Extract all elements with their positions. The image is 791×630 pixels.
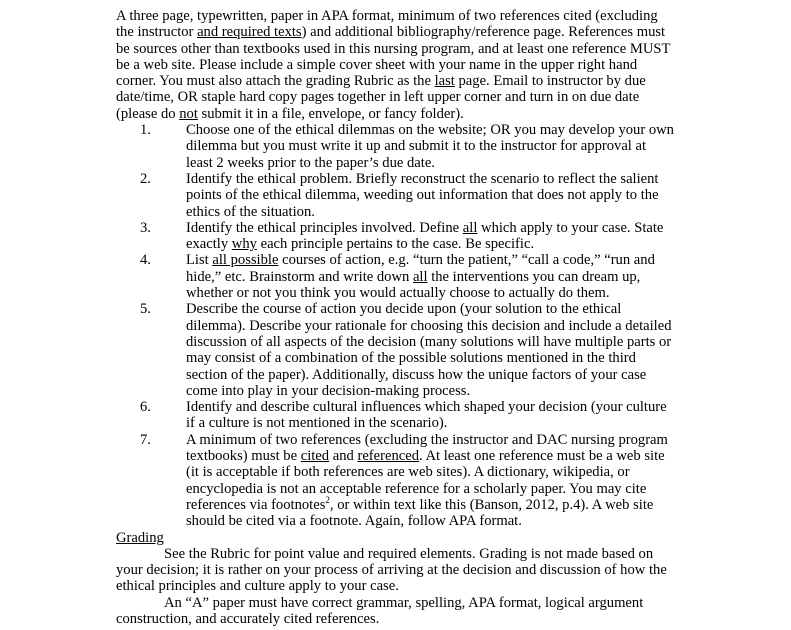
list-item-text: the interventions you can dream up, whether or not you think you would actually choose to actually do them. — [186, 268, 641, 302]
underlined-text: all — [462, 219, 478, 236]
list-item-text: , or within text like this (Banson, 2012, p.4). A web site should be cited via a footnote. Again, follow APA format. — [186, 496, 654, 530]
intro-text: submit it in a file, envelope, or fancy folder). — [197, 105, 464, 122]
underlined-text: and required texts — [197, 24, 302, 41]
underlined-text: cited — [300, 448, 330, 465]
list-number: 6. — [140, 399, 151, 416]
underlined-text: not — [179, 105, 198, 122]
list-item-text: which apply to your case. State exactly — [186, 219, 664, 253]
underlined-text: last — [434, 73, 455, 90]
list-item-text: List — [186, 252, 213, 269]
underlined-text: all — [412, 268, 428, 285]
list-item-text: Choose one of the ethical dilemmas on the website; OR you may develop your own dilemma but you must write it up and submit it to the instructor for approval at least 2 weeks prior to the paper’s due date. — [186, 122, 674, 171]
list-number: 2. — [140, 170, 151, 187]
list-item — [116, 171, 676, 220]
list-item — [116, 399, 676, 432]
list-item — [116, 432, 676, 530]
intro-paragraph — [116, 8, 676, 122]
list-item — [116, 122, 676, 171]
requirements-list — [116, 122, 676, 529]
intro-text: page. Email to instructor by due date/time, OR staple hard copy pages together in left upper corner and turn in on due date (please do — [116, 73, 646, 122]
list-item-text: and — [329, 448, 358, 465]
list-number: 7. — [140, 431, 151, 448]
list-item-text: A minimum of two references (excluding the instructor and DAC nursing program textbooks) must be — [186, 431, 668, 465]
list-number: 3. — [140, 219, 151, 236]
underlined-text: why — [231, 236, 257, 253]
document-page — [116, 8, 676, 627]
list-item — [116, 252, 676, 301]
list-item-text: . At least one reference must be a web site (it is acceptable if both references are web sites). A dictionary, wikipedia, or encyclopedia is not an acceptable reference for a scholarly paper. You may cite references via footnotes — [186, 448, 665, 513]
list-number: 4. — [140, 252, 151, 269]
list-item-text: Identify the ethical problem. Briefly reconstruct the scenario to reflect the salient points of the ethical dilemma, weeding out information that does not apply to the ethics of the situation. — [186, 170, 659, 220]
intro-text: ) and additional bibliography/reference page. References must be sources other than textbooks used in this nursing program, and at least one reference MUST be a web site. Please include a simple cover sheet with your name in the upper right hand corner. You must also attach the grading Rubric as the — [116, 24, 671, 90]
list-item-text: courses of action, e.g. “turn the patient,” “call a code,” “run and hide,” etc. Brainstorm and write down — [186, 252, 655, 285]
list-item-text: Identify and describe cultural influences which shaped your decision (your culture if a culture is not mentioned in the scenario). — [186, 399, 667, 432]
list-item-text: each principle pertains to the case. Be specific. — [256, 236, 535, 253]
grading-paragraph: See the Rubric for point value and required elements. Grading is not made based on your decision; it is rather on your process of arriving at the decision and discussion of how the ethical principles and culture apply to your case. — [116, 545, 667, 595]
grading-paragraph: An “A” paper must have correct grammar, spelling, APA format, logical argument construction, and accurately cited references. — [116, 594, 644, 627]
list-item-text: Identify the ethical principles involved. Define — [186, 219, 463, 236]
list-item — [116, 220, 676, 253]
intro-text: A three page, typewritten, paper in APA format, minimum of two references cited (excluding the instructor — [116, 8, 658, 41]
footnote-marker: 2 — [325, 495, 330, 506]
underlined-text: all possible — [212, 252, 279, 269]
grading-heading: Grading — [116, 529, 164, 546]
list-item-text: Describe the course of action you decide upon (your solution to the ethical dilemma). Describe your rationale for choosing this decision and include a detailed discussion of all aspects of the decision (many solutions will have multiple parts or may consist of a combination of the possible solutions mentioned in the third section of the paper). Additionally, discuss how the unique factors of your case come into play in your decision-making process. — [186, 301, 672, 399]
list-number: 5. — [140, 301, 151, 318]
list-number: 1. — [140, 122, 151, 139]
underlined-text: referenced — [357, 448, 420, 465]
list-item — [116, 301, 676, 399]
